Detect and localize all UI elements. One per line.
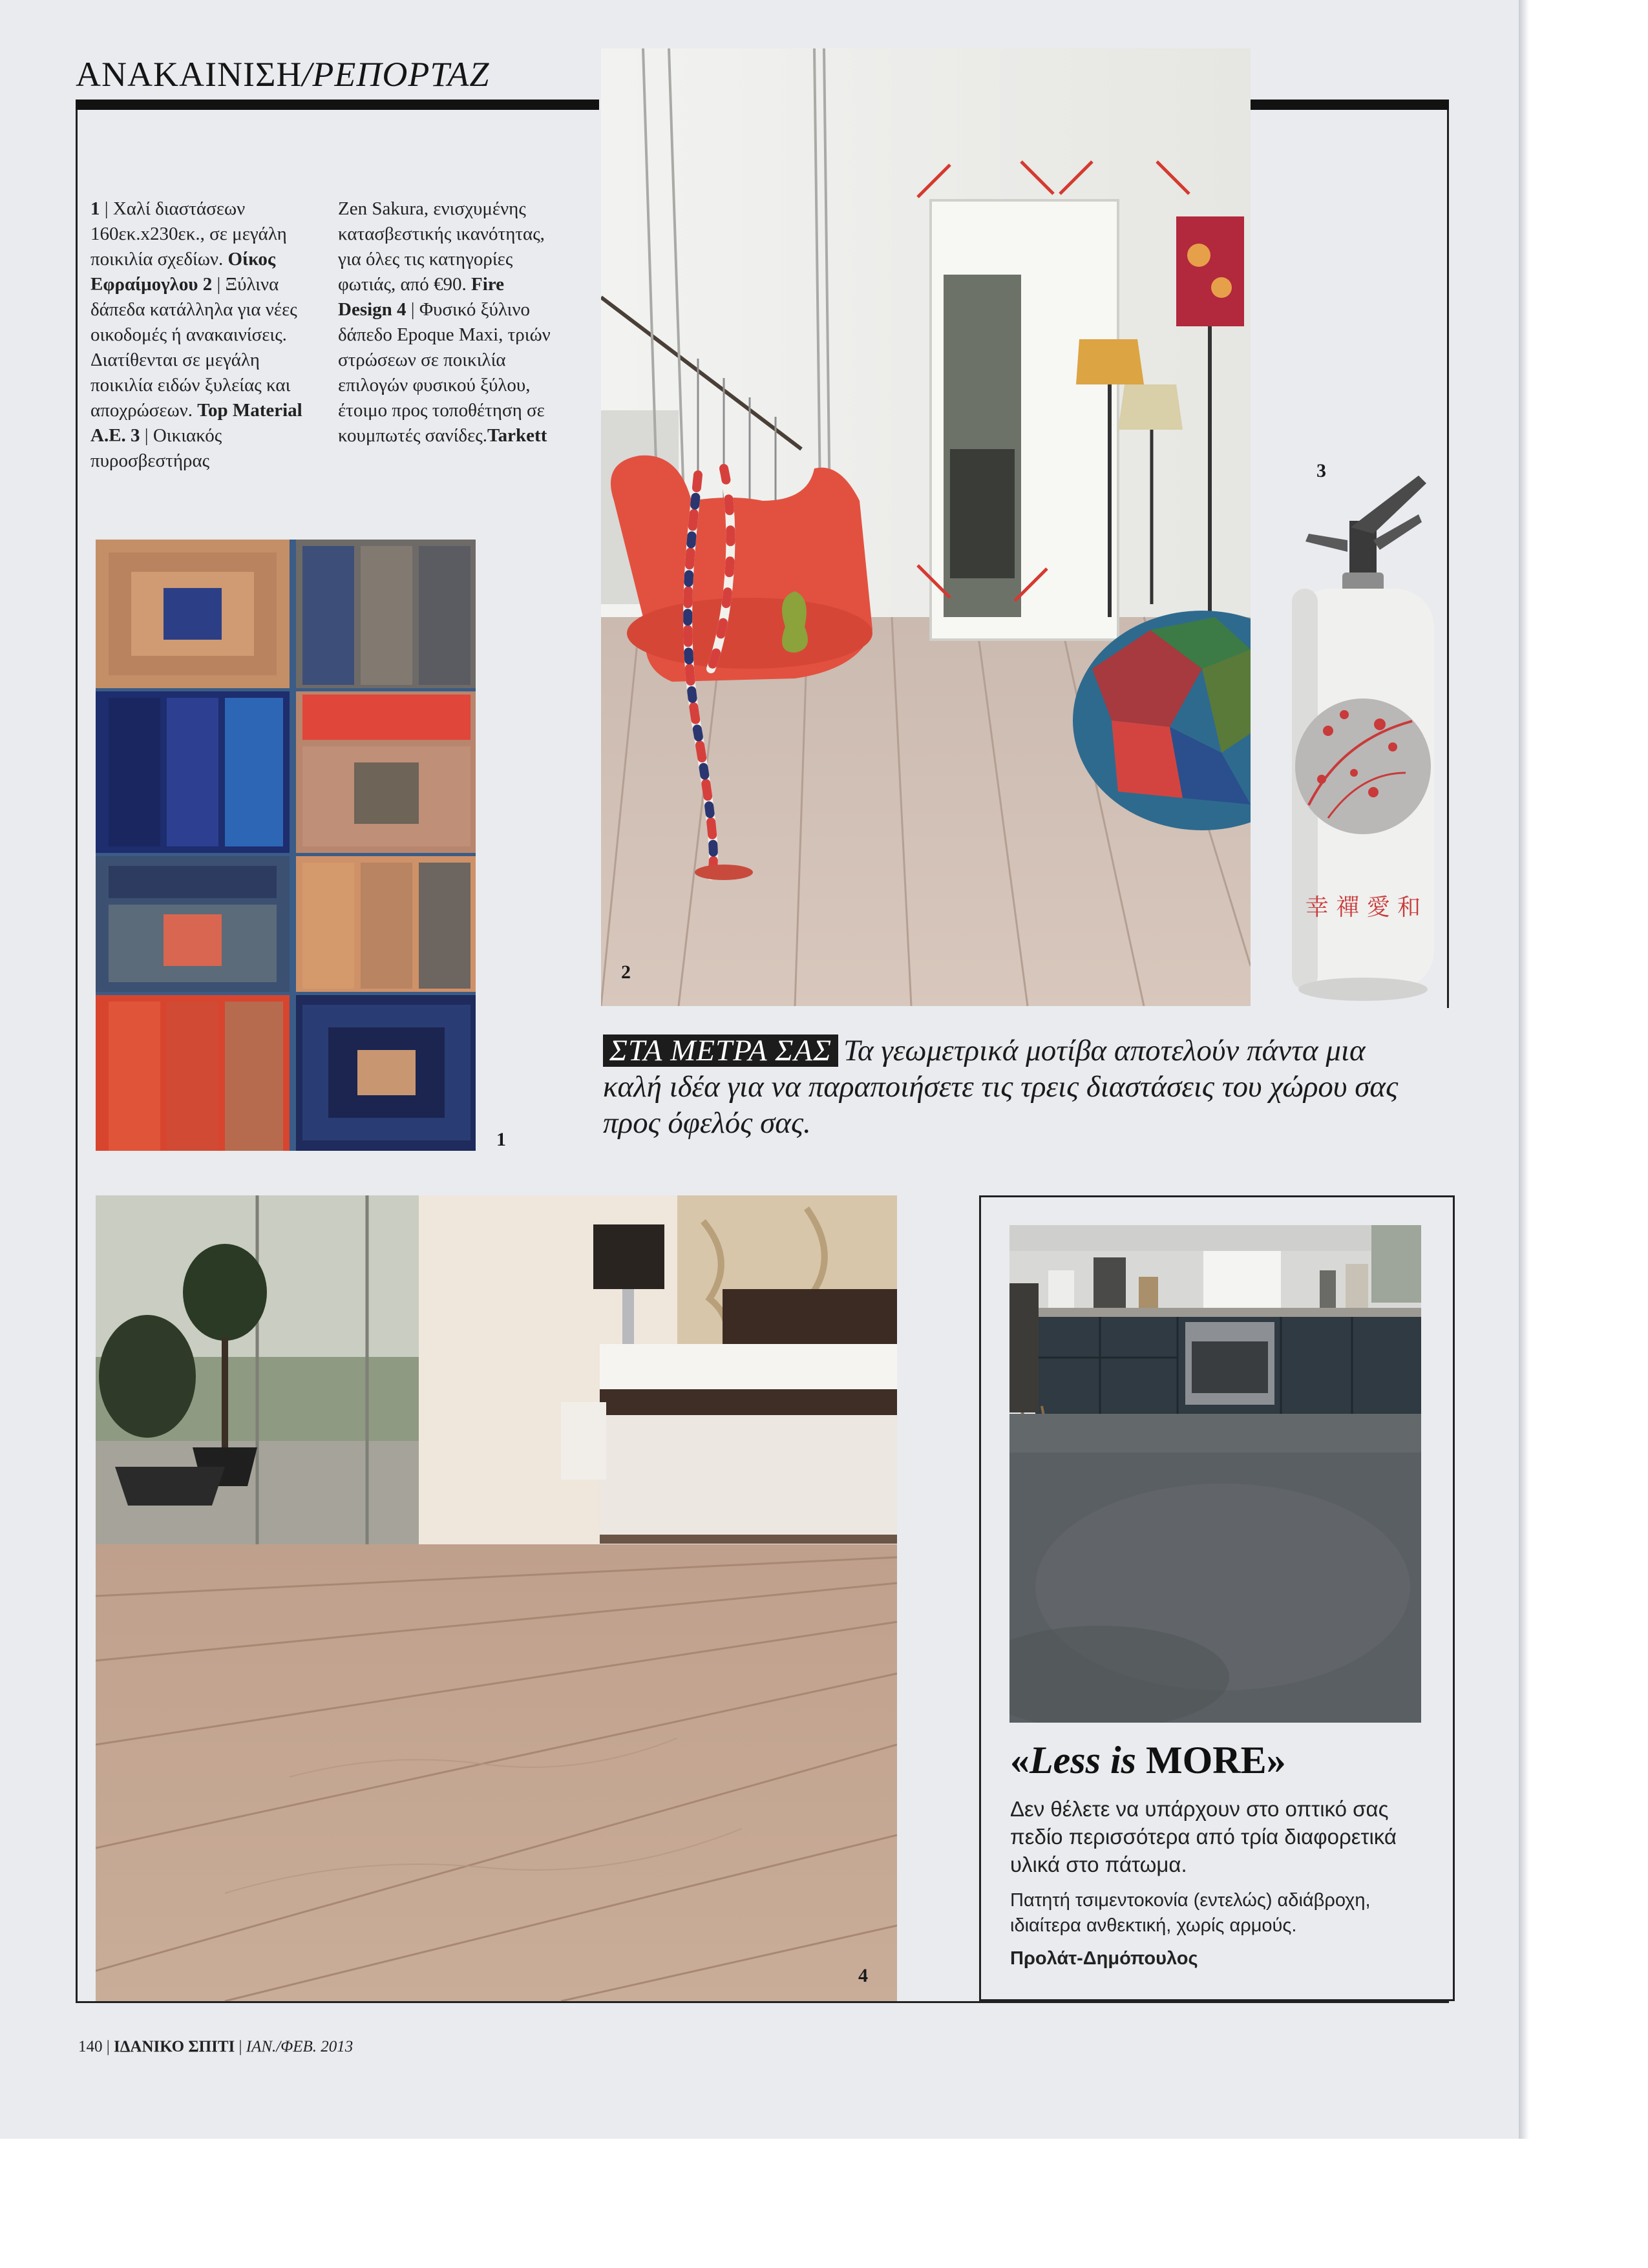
extinguisher-glyphs: 幸 禪 愛 和: [1305, 894, 1421, 921]
issue-date: ΙΑΝ./ΦΕΒ. 2013: [246, 2038, 354, 2055]
magazine-name: ΙΔΑΝΙΚΟ ΣΠΙΤΙ: [114, 2038, 235, 2055]
sidebar-caption: Πατητή τσιμεντοκονία (εντελώς) αδιάβροχη, ιδιαίτερα ανθεκτική, χωρίς αρμούς.: [1010, 1890, 1371, 1936]
frame-line-bottom: [76, 2001, 1449, 2003]
pull-quote: [603, 1033, 1417, 1141]
caption-column-1: 1 | Χαλί διαστάσεων 160εκ.x230εκ., σε μεγάλη ποικιλία σχεδίων. Οίκος Εφραίμογλου 2 | Ξύλινα δάπεδα κατάλληλα για νέες οικοδομές ή ανακαινίσεις. Διατίθενται σε μεγάλη ποικιλία ειδών ξυλείας και αποχρώσεων. Top Material Α.Ε. 3 | Οικιακός πυροσβεστήρας: [90, 198, 302, 471]
section-separator: /: [302, 55, 313, 94]
fire-extinguisher-photo: [1283, 469, 1443, 1009]
page-edge-shadow: [1519, 0, 1529, 2139]
page-footer: 140 | ΙΔΑΝΙΚΟ ΣΠΙΤΙ | ΙΑΝ./ΦΕΒ. 2013: [78, 2038, 354, 2055]
sidebar-title: «Less is MORE»: [1010, 1739, 1286, 1781]
photo-number-1: 1: [496, 1129, 506, 1150]
photo-number-3: 3: [1316, 460, 1326, 481]
bedroom-floor-photo: [96, 1195, 897, 2001]
kitchen-concrete-floor-photo: [1009, 1225, 1421, 1723]
section-subtitle: ΡΕΠΟΡΤΑΖ: [312, 55, 490, 94]
brand-credit: Οίκος Εφραίμογλου: [90, 249, 276, 295]
frame-line-left: [76, 110, 78, 2003]
top-rule-left: [76, 100, 599, 110]
brand-credit: Tarkett: [487, 425, 547, 446]
page-number: 140: [78, 2038, 103, 2055]
pull-quote-text: Τα γεωμετρικά μοτίβα αποτελούν πάντα μια καλή ιδέα για να παραποιήσετε τις τρεις διαστάσεις του χώρου σας προς όφελός σας.: [603, 1034, 1399, 1140]
sidebar-credit: Προλάτ-Δημόπουλος: [1010, 1948, 1198, 1969]
section-name: ΑΝΑΚΑΙΝΙΣΗ: [76, 55, 302, 94]
top-rule-right: [1246, 100, 1449, 110]
swing-chair-room-photo: [601, 48, 1251, 1006]
pull-quote-tag: ΣΤΑ ΜΕΤΡΑ ΣΑΣ: [603, 1034, 838, 1067]
photo-number-4: 4: [858, 1965, 868, 1986]
rug-photo: [96, 540, 476, 1151]
frame-line-right: [1447, 110, 1449, 1008]
sidebar-text: Δεν θέλετε να υπάρχουν στο οπτικό σας πεδίο περισσότερα από τρία διαφορετικά υλικά στο πάτωμα.: [1010, 1797, 1397, 1876]
caption-column-2: Zen Sakura, ενισχυμένης κατασβεστικής ικανότητας, για όλες τις κατηγορίες φωτιάς, από €90. Fire Design 4 | Φυσικό ξύλινο δάπεδο Epoque Maxi, τριών στρώσεων σε ποικιλία επιλογών φυσικού ξύλου, έτοιμο προς τοποθέτηση σε κουμπωτές σανίδες.Tarkett: [338, 198, 551, 446]
brand-credit: Top Material Α.Ε.: [90, 400, 302, 446]
brand-credit: Fire Design: [338, 274, 505, 320]
photo-number-2: 2: [621, 961, 631, 983]
section-title: [76, 54, 489, 94]
